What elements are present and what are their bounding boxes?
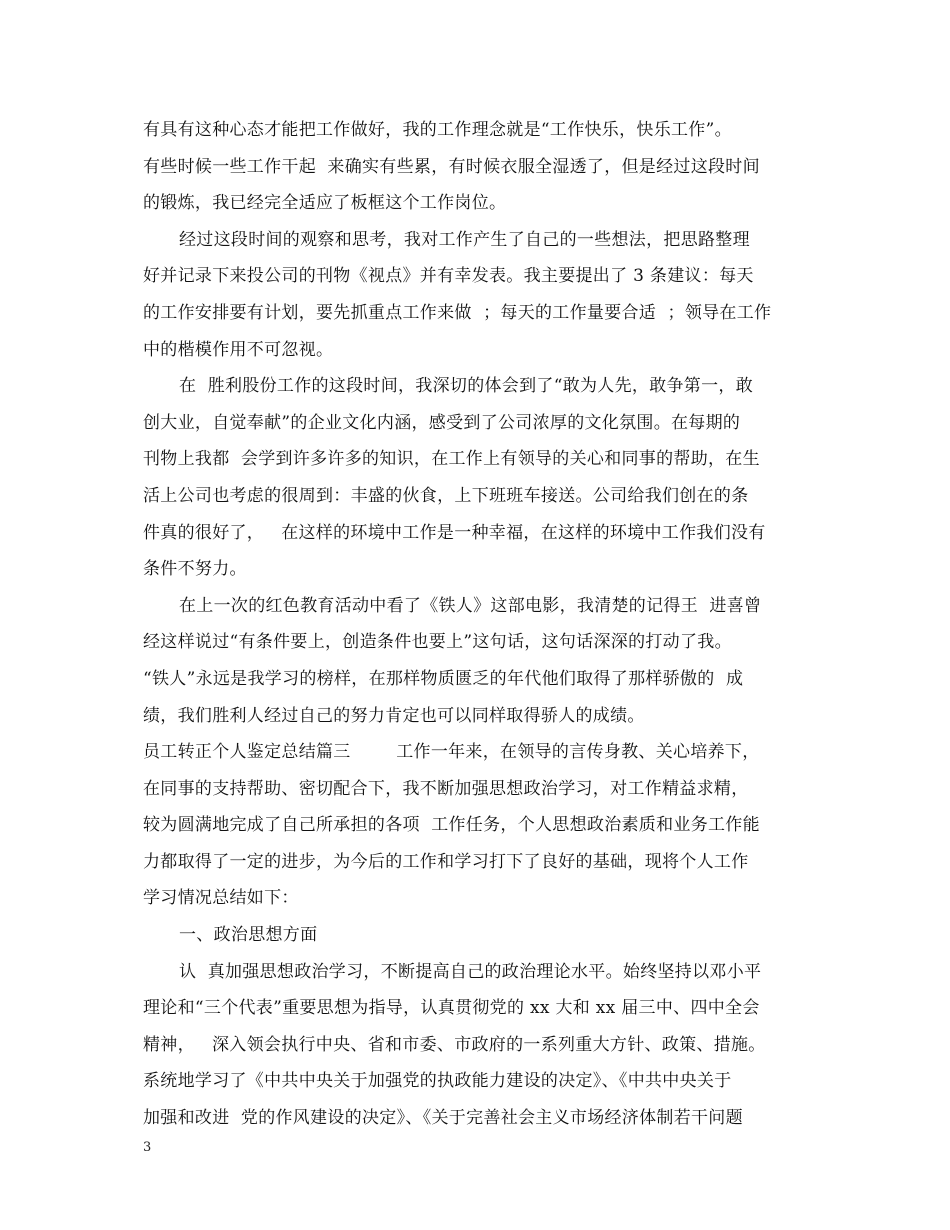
text-line: 加强和改进 党的作风建设的决定》、《关于完善社会主义市场经济体制若干问题 — [143, 1108, 743, 1129]
text-line: 学习情况总结如下： — [143, 888, 299, 909]
text-line: 在上一次的红色教育活动中看了《铁人》这部电影，我清楚的记得王 进喜曾 — [179, 595, 762, 616]
text-line: 经过这段时间的观察和思考，我对工作产生了自己的一些想法，把思路整理 — [179, 229, 750, 250]
text-line: 的锻炼，我已经完全适应了板框这个工作岗位。 — [143, 193, 507, 214]
text-line: 力都取得了一定的进步，为今后的工作和学习打下了良好的基础，现将个人工作 — [143, 851, 749, 872]
text-line: 刊物上我都 会学到许多许多的知识，在工作上有领导的关心和同事的帮助，在生 — [143, 449, 760, 470]
text-line: 绩，我们胜利人经过自己的努力肯定也可以同样取得骄人的成绩。 — [143, 705, 645, 726]
text-line: 精神， 深入领会执行中央、省和市委、市政府的一系列重大方针、政策、措施。 — [143, 1034, 766, 1055]
page-number: 3 — [143, 1140, 152, 1155]
text-line: 条件不努力。 — [143, 559, 247, 580]
text-line: 一、政治思想方面 — [179, 925, 318, 946]
body-text — [143, 112, 811, 1137]
text-line: 在 胜利股份工作的这段时间，我深切的体会到了“敢为人先，敢争第一，敢 — [179, 376, 753, 397]
text-line: 中的楷模作用不可忽视。 — [143, 339, 334, 360]
text-line: 的工作安排要有计划，要先抓重点工作来做 ；每天的工作量要合适 ；领导在工作 — [143, 302, 772, 323]
text-line: 好并记录下来投公司的刊物《视点》并有幸发表。我主要提出了 3 条建议：每天 — [143, 266, 754, 287]
text-line: 有具有这种心态才能把工作做好，我的工作理念就是“工作快乐，快乐工作”。 — [143, 120, 732, 140]
text-line: “铁人”永远是我学习的榜样，在那样物质匮乏的年代他们取得了那样骄傲的 成 — [143, 668, 744, 689]
text-line: 在同事的支持帮助、密切配合下，我不断加强思想政治学习，对工作精益求精， — [143, 778, 749, 799]
text-line: 系统地学习了《中共中央关于加强党的执政能力建设的决定》、《中共中央关于 — [143, 1071, 732, 1092]
text-line: 有些时候一些工作干起 来确实有些累，有时候衣服全湿透了，但是经过这段时间 — [143, 156, 760, 177]
text-line: 经这样说过“有条件要上，创造条件也要上”这句话，这句话深深的打动了我。 — [143, 632, 732, 653]
text-line: 活上公司也考虑的很周到：丰盛的伙食，上下班班车接送。公司给我们创在的条 — [143, 485, 749, 506]
text-line: 认 真加强思想政治学习，不断提高自己的政治理论水平。始终坚持以邓小平 — [179, 961, 762, 982]
text-line: 创大业，自觉奉献”的企业文化内涵，感受到了公司浓厚的文化氛围。在每期的 — [143, 412, 741, 433]
text-line: 较为圆满地完成了自己所承担的各项 工作任务，个人思想政治素质和业务工作能 — [143, 815, 760, 836]
text-line: 员工转正个人鉴定总结篇三 工作一年来，在领导的言传身教、关心培养下， — [143, 742, 760, 763]
text-line: 件真的很好了， 在这样的环境中工作是一种幸福，在这样的环境中工作我们没有 — [143, 522, 766, 543]
text-line: 理论和“三个代表”重要思想为指导，认真贯彻党的 xx 大和 xx 届三中、四中全会 — [143, 998, 760, 1019]
